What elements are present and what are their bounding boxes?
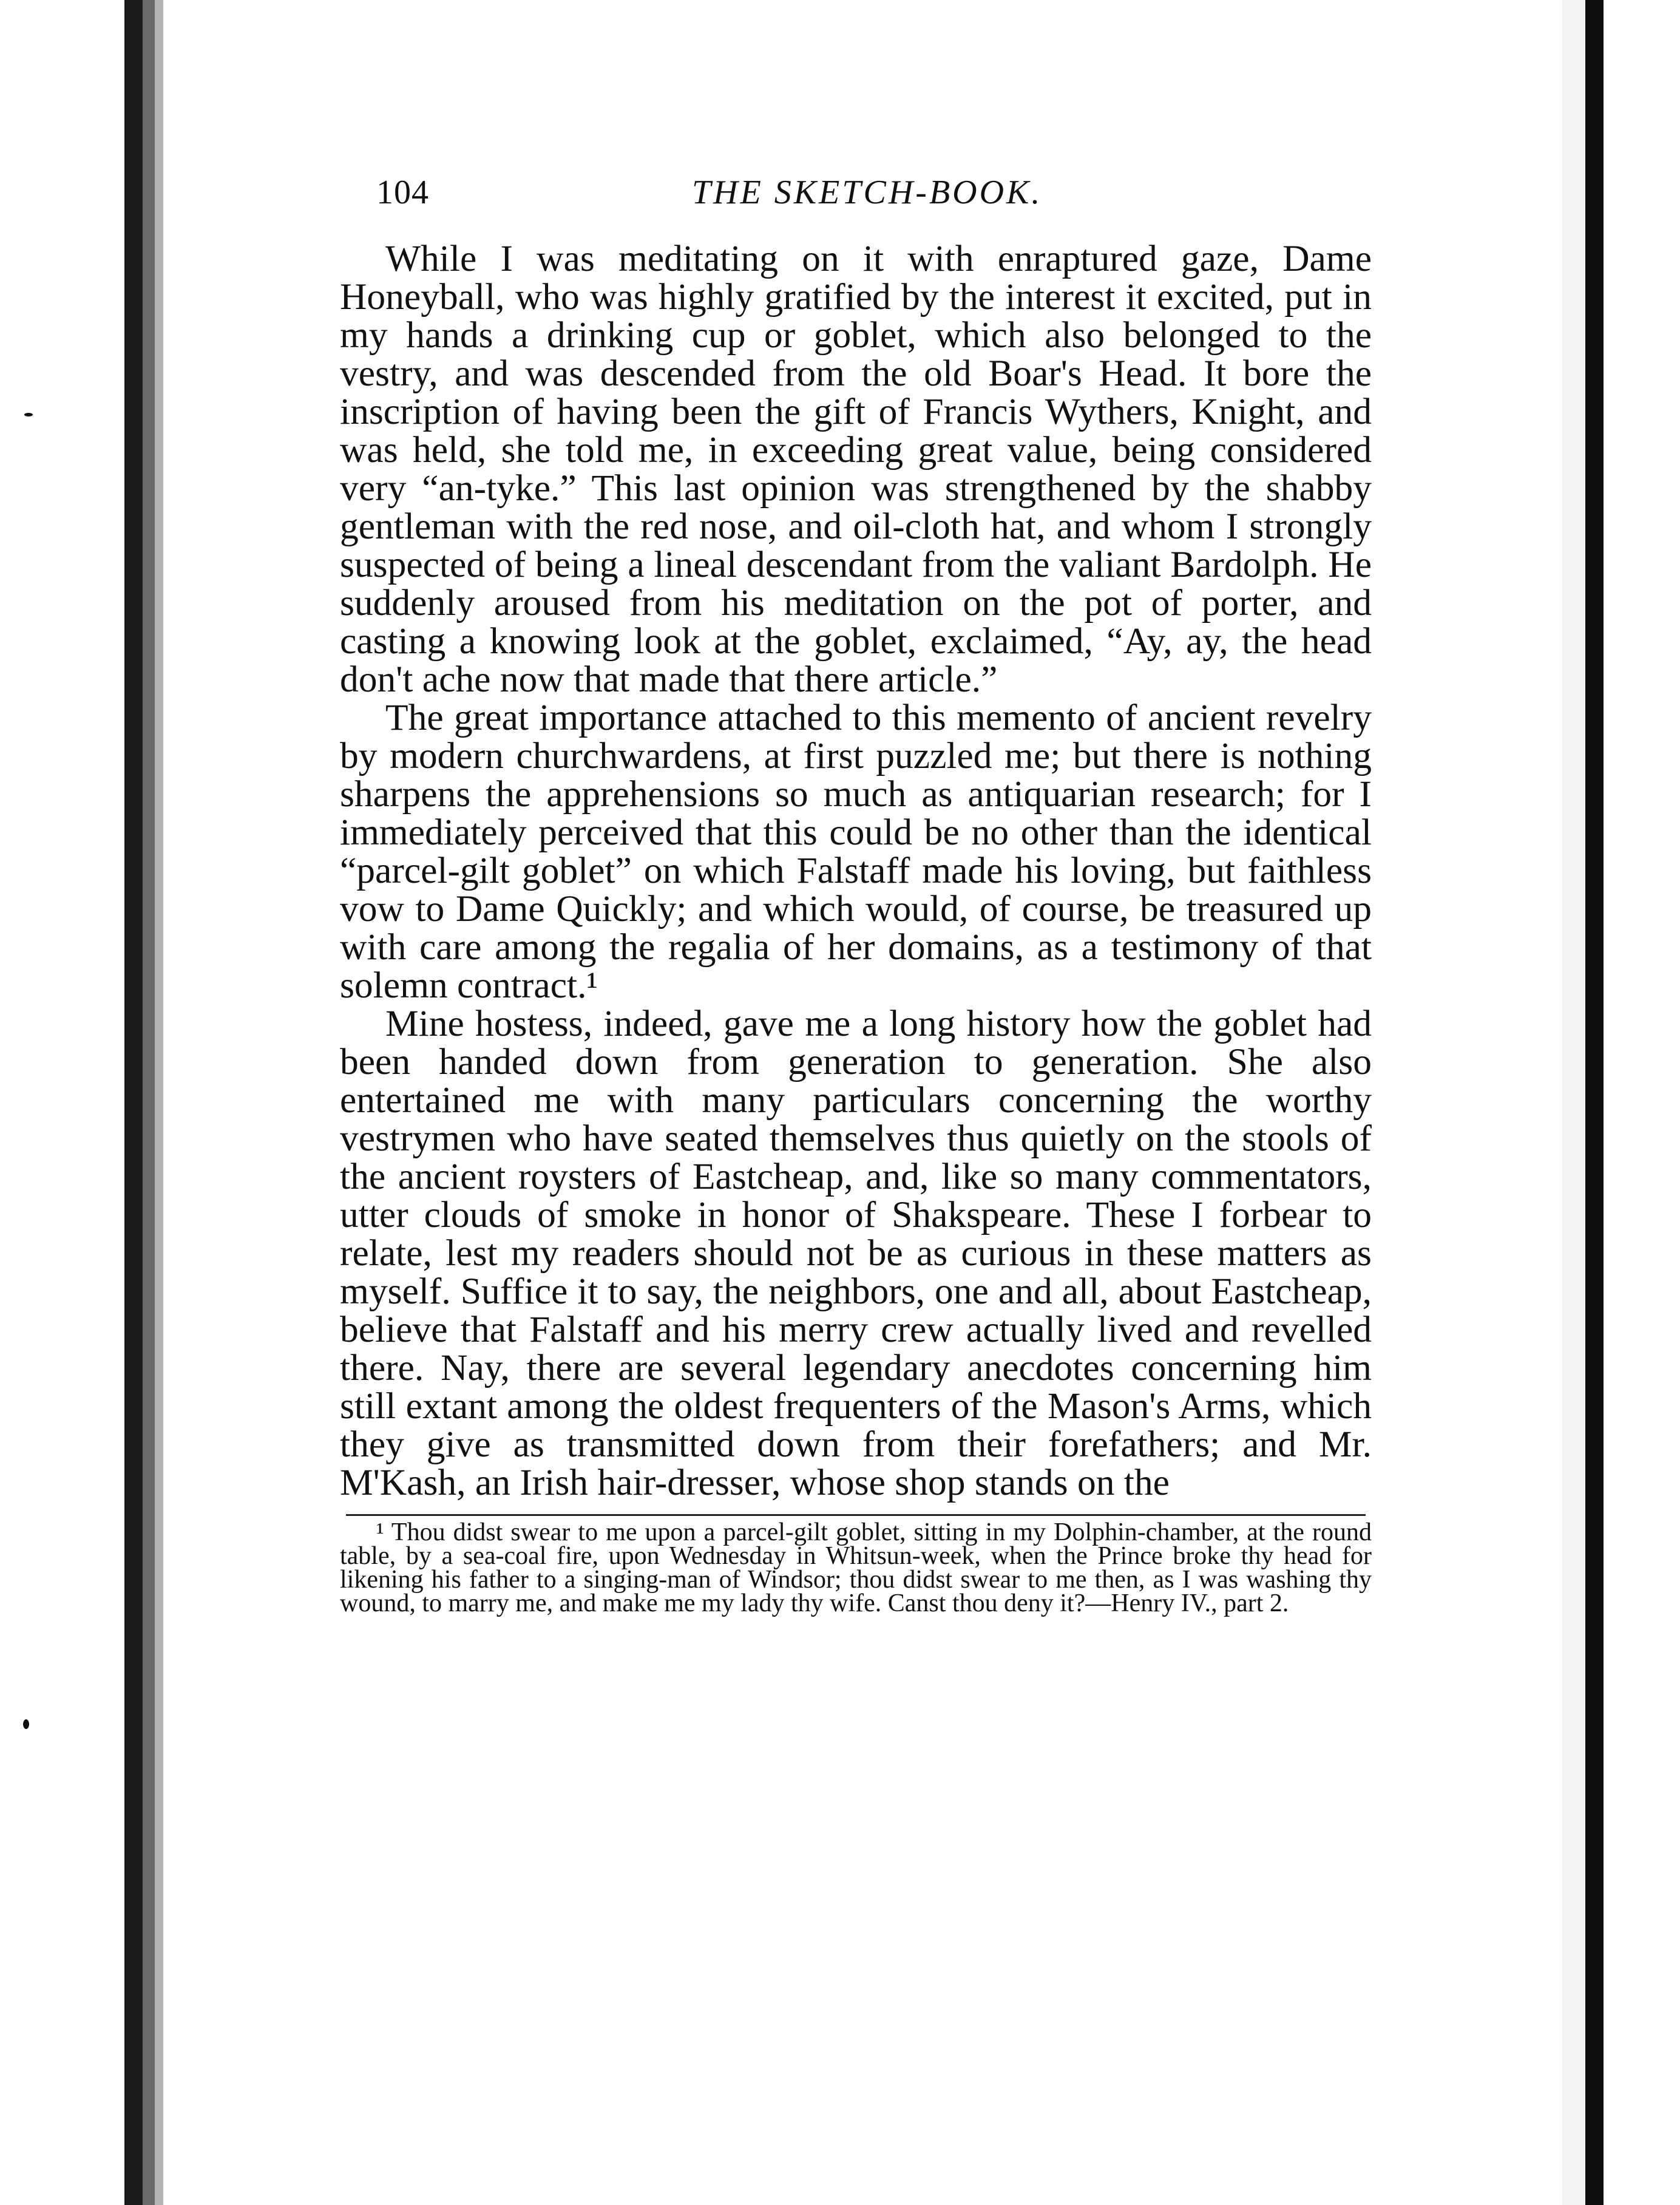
- scan-speck: [24, 413, 33, 416]
- binding-shadow: [124, 0, 143, 2205]
- running-head: [340, 173, 1372, 240]
- next-page-edge: [1585, 0, 1604, 2205]
- footnote-rule: [346, 1514, 1366, 1516]
- paragraph: Mine hostess, indeed, gave me a long history how the goblet had been handed down from generation to generation. She also entertained me with many particulars concerning the worthy vestrymen who have seated themselves thus quietly on the stools of the ancient roysters of Eastcheap, and, like so many commentators, utter clouds of smoke in honor of Shakspeare. These I forbear to relate, lest my readers should not be as curious in these matters as myself. Suffice it to say, the neighbors, one and all, about Eastcheap, believe that Falstaff and his merry crew actually lived and revelled there. Nay, there are several legendary anecdotes concerning him still extant among the oldest frequenters of the Mason's Arms, which they give as transmitted down from their forefathers; and Mr. M'Kash, an Irish hair-dresser, whose shop stands on the: [340, 1003, 1372, 1503]
- paragraph: The great importance attached to this memento of ancient revelry by modern churchwardens, at first puzzled me; but there is nothing sharpens the apprehensions so much as antiquarian research; for I immediately perceived that this could be no other than the identical “parcel-gilt goblet” on which Falstaff made his loving, but faithless vow to Dame Quickly; and which would, of course, be treasured up with care among the regalia of her domains, as a testimony of that solemn contract.¹: [340, 697, 1372, 1006]
- body-text: [340, 240, 1372, 1502]
- binding-highlight: [155, 0, 163, 2205]
- binding-edge: [143, 0, 155, 2205]
- paragraph: While I was meditating on it with enraptured gaze, Dame Honeyball, who was highly gratified by the interest it excited, put in my hands a drinking cup or goblet, which also belonged to the vestry, and was descended from the old Boar's Head. It bore the inscription of having been the gift of Francis Wythers, Knight, and was held, she told me, in exceeding great value, being considered very “an-tyke.” This last opinion was strengthened by the shabby gentleman with the red nose, and oil-cloth hat, and whom I strongly suspected of being a lineal descendant from the valiant Bardolph. He suddenly aroused from his meditation on the pot of porter, and casting a knowing look at the goblet, exclaimed, “Ay, ay, the head don't ache now that made that there article.”: [340, 238, 1372, 700]
- book-page: [340, 173, 1372, 1616]
- page-number: 104: [376, 174, 429, 211]
- footnote: [340, 1518, 1372, 1617]
- running-title: THE SKETCH-BOOK.: [692, 174, 1043, 211]
- page-edge-gap: [1562, 0, 1585, 2205]
- footnote-text: ¹ Thou didst swear to me upon a parcel-gilt goblet, sitting in my Dolphin-chamber, at the round table, by a sea-coal fire, upon Wednesday in Whitsun-week, when the Prince broke thy head for likening his father to a singing-man of Windsor; thou didst swear to me then, as I was washing thy wound, to marry me, and make me my lady thy wife. Canst thou deny it?—Henry IV., part 2.: [340, 1518, 1372, 1617]
- scan-speck: [23, 1719, 29, 1729]
